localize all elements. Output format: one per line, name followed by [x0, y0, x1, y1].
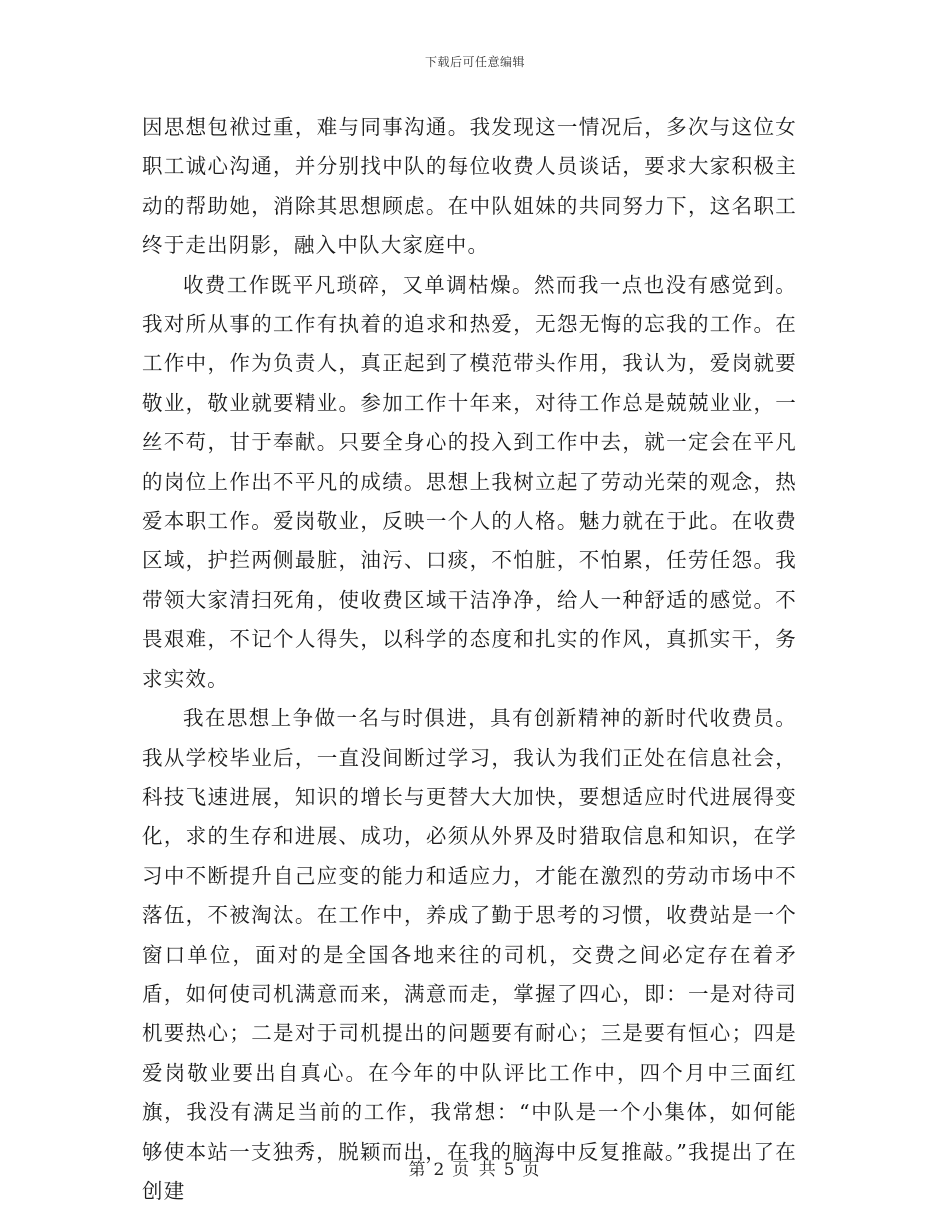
- footer-total-pages: 5: [503, 1160, 517, 1180]
- paragraph-2: 收费工作既平凡琐碎，又单调枯燥。然而我一点也没有感觉到。我对所从事的工作有执着的追求和热爱，无怨无悔的忘我的工作。在工作中，作为负责人，真正起到了模范带头作用，我认为，爱岗就要敬业，敬业就要精业。参加工作十年来，对待工作总是兢兢业业，一丝不苟，甘于奉献。只要全身心的投入到工作中去，就一定会在平凡的岗位上作出不平凡的成绩。思想上我树立起了劳动光荣的观念，热爱本职工作。爱岗敬业，反映一个人的人格。魅力就在于此。在收费区域，护拦两侧最脏，油污、口痰，不怕脏，不怕累，任劳任怨。我带领大家清扫死角，使收费区域干洁净净，给人一种舒适的感觉。不畏艰难，不记个人得失，以科学的态度和扎实的作风，真抓实干，务求实效。: [142, 272, 797, 691]
- footer-suffix: 页: [522, 1160, 542, 1180]
- paragraph-3: 我在思想上争做一名与时俱进，具有创新精神的新时代收费员。我从学校毕业后，一直没间断过学习，我认为我们正处在信息社会，科技飞速进展，知识的增长与更替大大加快，要想适应时代进展得变化，求的生存和进展、成功，必须从外界及时猎取信息和知识，在学习中不断提升自己应变的能力和适应力，才能在激烈的劳动市场中不落伍，不被淘汰。在工作中，养成了勤于思考的习惯，收费站是一个窗口单位，面对的是全国各地来往的司机，交费之间必定存在着矛盾，如何使司机满意而来，满意而走，掌握了四心，即：一是对待司机要热心；二是对于司机提出的问题要有耐心；三是要有恒心；四是爱岗敬业要出自真心。在今年的中队评比工作中，四个月中三面红旗，我没有满足当前的工作，我常想：“中队是一个小集体，如何能够使本站一支独秀，脱颖而出，在我的脑海中反复推敲。”我提出了在创建: [142, 706, 797, 1203]
- page-footer: [0, 1155, 950, 1180]
- footer-middle: 页 共: [452, 1160, 498, 1180]
- footer-page-number: 2: [433, 1160, 447, 1180]
- paragraph-1: 因思想包袱过重，难与同事沟通。我发现这一情况后，多次与这位女职工诚心沟通，并分别找中队的每位收费人员谈话，要求大家积极主动的帮助她，消除其思想顾虑。在中队姐妹的共同努力下，这名职工终于走出阴影，融入中队大家庭中。: [142, 115, 797, 258]
- document-body: [142, 108, 797, 1211]
- page-header: 下载后可任意编辑: [424, 55, 525, 69]
- footer-prefix: 第: [408, 1160, 428, 1180]
